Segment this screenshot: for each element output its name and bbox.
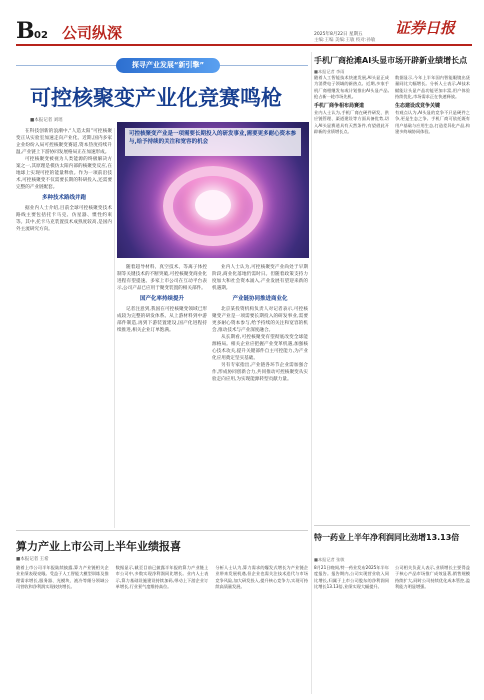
page-header	[0, 0, 484, 46]
column-divider	[114, 128, 115, 528]
main-column-3	[212, 264, 308, 528]
issue-date: 2025年8月22日 星期五	[314, 32, 363, 37]
right-article	[314, 55, 470, 517]
editor-credits: 主编:王编 美编:王敏 校对:孙敏	[314, 38, 376, 43]
paragraph: 分析人士认为,算力需求的爆发式增长为产业链企业带来发展机遇,但企业也需关注技术迭代与市场竞争风险,加大研发投入,提升核心竞争力,实现可持续高质量发展。	[215, 565, 308, 589]
right-article-headline: 手机厂商抢滩AI头显市场开辟新业绩增长点	[314, 56, 468, 65]
right-bottom-byline: ■本报记者 张敏	[314, 557, 345, 562]
paragraph: 数据显示,截至目前已披露半年报的算力产业链上市公司中,多数实现净利润同比增长。业内人士表示,算力基础设施建设持续加码,带动上下游企业订单增长,行业景气度维持高位。	[115, 565, 209, 589]
paragraph: 据业内人士介绍,目前全球可控核聚变技术路线主要包括托卡马克、仿星器、惯性约束等。其中,托卡马克装置技术成熟度较高,是国内外主流研究方向。	[16, 206, 112, 232]
paragraph: 随着超导材料、真空技术、等离子体控制等关键技术的不断突破,可控核聚变商业化进程有望提速。多家上市公司在互动平台表示,公司产品已应用于聚变装置的相关部件。	[117, 265, 207, 291]
section-letter: B	[16, 18, 35, 44]
paragraph: 数据显示,今年上半年国内智能眼镜出货量同比大幅增长。分析人士表示,AI技术赋能让头显产品功能更加丰富,用户体验持续优化,市场需求正在快速释放。	[395, 75, 470, 99]
section-number: 02	[34, 30, 48, 41]
newspaper-masthead: 证券日报	[395, 19, 456, 37]
subheading: 产业链协同推进商业化	[232, 296, 288, 302]
paragraph: 从长期看,可控核聚变有望彻底改变全球能源格局。相关企业应把握产业变革机遇,加强核心技术攻关,提升关键部件自主可控能力,为产业化应用奠定坚实基础。	[212, 335, 308, 361]
paragraph: 另有专家指出,产业链各环节企业需加强合作,形成协同创新合力,共同推动可控核聚变从实验走向应用,为实现能源转型贡献力量。	[212, 363, 308, 382]
paragraph: 可控核聚变被视为人类能源的终极解决方案之一,其原理是模仿太阳内部的核聚变反应,在地球上实现可控的能量释放。作为一项前沿技术,可控核聚变不仅需要长期的科研投入,还需要完整的产业链配套。	[16, 157, 112, 190]
paragraph: 北京某投资机构负责人对记者表示,可控核聚变产业是一项需要长期投入的研发事业,需要更多耐心资本参与,给予持续的关注和宽容的机会,推动技术与产业深度融合。	[212, 307, 308, 333]
paragraph: 记者注意到,我国在可控核聚变领域已形成较为完整的研发体系。从上游材料到中游部件制造,再到下游装置建设,国产化进程持续推进,相关企业订单饱满。	[117, 307, 207, 333]
paragraph: 随着上市公司半年报陆续披露,算力产业链相关企业业绩表现亮眼。受益于人工智能大模型训练及推理需求增长,服务器、光模块、液冷等细分领域公司营收和净利润实现较快增长。	[16, 565, 109, 589]
bottom-rule	[16, 530, 308, 531]
paragraph: 公司相关负责人表示,业绩增长主要得益于核心产品市场推广成效显著,销售规模持续扩大,同时公司持续优化成本管控,盈利能力明显增强。	[395, 565, 470, 589]
fusion-reactor-photo	[117, 122, 309, 258]
right-article-col-left	[314, 75, 389, 135]
banner-label: 探寻产业发展“新引擎”	[116, 58, 220, 73]
paragraph: 有观点认为,AI头显的竞争不只是硬件之争,更是生态之争。手机厂商可依托既有用户基础与应用生态,打造差异化产品,构建多终端协同体验。	[395, 110, 470, 135]
pull-quote: 可控核聚变产业是一项需要长期投入的研发事业,需要更多耐心资本参与,给予持续的关注和宽容的机会	[125, 128, 301, 156]
right-bottom-headline: 特一药业上半年净利润同比劲增13.13倍	[314, 533, 460, 542]
section-divider	[311, 52, 312, 694]
subheading: 国产化率持续提升	[139, 296, 184, 302]
paragraph: 8月21日晚间,特一药业发布2025年半年度报告。报告期内,公司实现营业收入同比增长,归属于上市公司股东的净利润同比增长13.13倍,业绩实现大幅提升。	[314, 565, 389, 589]
paragraph: 在科技创新的浪潮中,“人造太阳”可控核聚变正从实验室加速走向产业化。近期,国内多家企业纷纷入局可控核聚变赛道,资本热度持续升温,产业链上下游协同发展格局正在加速形成。	[16, 129, 112, 155]
subheading: 手机厂商争相布局赛道	[314, 103, 365, 110]
main-column-1	[16, 128, 112, 528]
main-headline: 可控核聚变产业化竞赛鸣枪	[30, 86, 282, 110]
right-bottom-article-body	[314, 565, 470, 693]
main-column-2	[117, 264, 207, 528]
column-banner	[16, 55, 308, 77]
subheading: 多种技术路线并跑	[41, 195, 86, 201]
header-rule	[16, 44, 472, 46]
right-article-columns	[314, 75, 470, 135]
right-article-byline: ■本报记者 李雨	[314, 69, 345, 74]
paragraph: 随着人工智能技术快速发展,AI头显正成为消费电子领域的新热点。近期,多家手机厂商相继发布或计划推出AI头显产品,抢占新一轮市场先机。	[314, 75, 389, 99]
subheading: 生态建设成竞争关键	[395, 103, 441, 110]
bottom-byline: ■本报记者 王希	[16, 557, 49, 562]
bottom-article-body	[16, 565, 308, 693]
paragraph: 业内人士认为,可控核聚变产业尚处于早期阶段,商业化落地仍需时日。但随着政策支持力度加大和社会资本涌入,产业发展有望迎来新的机遇期。	[212, 265, 308, 291]
plasma-core	[195, 190, 231, 220]
main-byline: ■本报记者 刘瑶	[30, 118, 63, 123]
section-title: 公司纵深	[62, 24, 123, 42]
paragraph: 业内人士认为,手机厂商在硬件研发、供应链管理、渠道建设等方面具备优势,切入AI头显赛道具有天然条件,有望借此开辟新的业绩增长点。	[314, 110, 389, 135]
right-article-col-right	[395, 75, 470, 135]
right-bottom-rule	[314, 525, 470, 526]
bottom-headline: 算力产业上市公司上半年业绩报喜	[16, 540, 181, 553]
